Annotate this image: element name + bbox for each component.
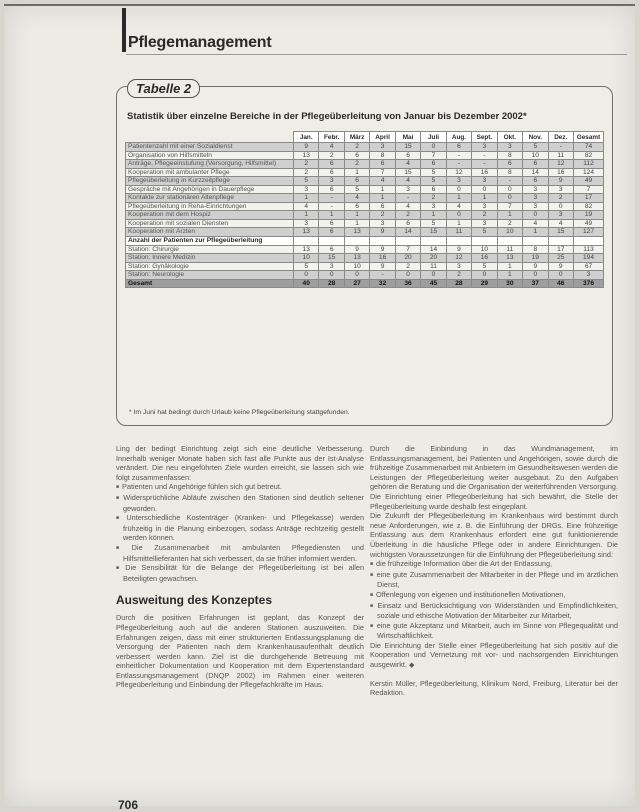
table-cell: 3 — [497, 143, 522, 152]
table-cell: 10 — [294, 254, 319, 263]
table-cell: - — [446, 151, 471, 160]
table-row-label: Station: Chirurgie — [126, 245, 294, 254]
table-column-header: Okt. — [497, 132, 522, 143]
table-column-header: Aug. — [446, 132, 471, 143]
table-cell: 9 — [523, 262, 548, 271]
table-row — [126, 228, 604, 237]
table-title: Statistik über einzelne Bereiche in der Pflegeüberleitung von Januar bis Dezember 2002* — [127, 111, 527, 122]
table-cell: 11 — [446, 228, 471, 237]
section-heading: Ausweitung des Konzeptes — [116, 593, 273, 608]
table-cell: 0 — [548, 271, 573, 280]
table-cell: 6 — [319, 185, 344, 194]
table-row-label: Gespräche mit Angehörigen in Dauerpflege — [126, 185, 294, 194]
table-cell: 3 — [421, 202, 446, 211]
table-cell: 3 — [319, 262, 344, 271]
header-bar — [122, 8, 126, 52]
table-cell: 6 — [421, 160, 446, 169]
table-cell: 10 — [497, 228, 522, 237]
table-header-corner — [126, 132, 294, 143]
table-cell: 3 — [548, 211, 573, 220]
table-row — [126, 245, 604, 254]
table-cell: - — [370, 271, 395, 280]
right-bullet-list — [370, 559, 618, 641]
table-cell: 2 — [548, 194, 573, 203]
table-cell: 49 — [574, 219, 604, 228]
table-cell: 6 — [395, 151, 420, 160]
table-cell: 19 — [523, 254, 548, 263]
table-row-label: Kooperation mit sozialen Diensten — [126, 219, 294, 228]
bullet-item: ■ Offenlegung von eigenen und institutionellen Motivationen, — [370, 590, 618, 601]
table-cell: 0 — [472, 271, 497, 280]
table-row — [126, 219, 604, 228]
table-cell: 3 — [294, 185, 319, 194]
table-cell: 3 — [574, 271, 604, 280]
table-cell: 4 — [548, 219, 573, 228]
table-row-label: Pflegeüberleitung in Kurzzeitpflege — [126, 177, 294, 186]
table-section-row — [126, 236, 604, 245]
table-cell: 5 — [294, 177, 319, 186]
table-cell: 37 — [523, 279, 548, 288]
table-cell: 1 — [421, 211, 446, 220]
right-middle: Die Zukunft der Pflegeüberleitung im Krankenhaus wird bestimmt durch neue Anforderungen, wie z. B. die Einführung der DRGs. Eine frühzeitige Entlassung aus dem Krankenhaus erfordert eine gut funktionierende Überleitung in die häusliche Pflege oder in andere Einrichtungen. Die wichtigsten Voraussetzungen für die Einführung der Pflegeüberleitung sind: — [370, 511, 618, 559]
table-cell: 4 — [294, 202, 319, 211]
table-cell: 1 — [319, 211, 344, 220]
table-row-label: Kooperation mit ambulanter Pflege — [126, 168, 294, 177]
bullet-item: ■ eine gute Akzeptanz und Mitarbeit, auch im Sinne von Pflegequalität und Wirtschaftlichkeit. — [370, 621, 618, 641]
top-rule — [4, 4, 635, 6]
table-cell: 4 — [370, 177, 395, 186]
table-cell: 3 — [548, 185, 573, 194]
table-cell: 19 — [574, 211, 604, 220]
table-cell — [497, 236, 522, 245]
table-cell: 5 — [294, 262, 319, 271]
table-cell: 16 — [472, 168, 497, 177]
page — [4, 4, 635, 812]
table-cell: 6 — [370, 202, 395, 211]
table-cell: 15 — [319, 254, 344, 263]
table-cell: 74 — [574, 143, 604, 152]
table-cell: 40 — [294, 279, 319, 288]
table-cell: 0 — [497, 185, 522, 194]
table-row — [126, 151, 604, 160]
table-cell: - — [548, 143, 573, 152]
table-cell: 9 — [446, 245, 471, 254]
bullet-item: ■ Die Zusammenarbeit mit ambulanten Pflegediensten und Hilfsmittellieferanten hat sich verbessert, da sie früher informiert werden. — [116, 543, 364, 563]
table-row — [126, 185, 604, 194]
table-cell: 28 — [319, 279, 344, 288]
table-cell: 124 — [574, 168, 604, 177]
table-cell: 2 — [395, 211, 420, 220]
table-cell: 4 — [395, 160, 420, 169]
table-cell: 82 — [574, 151, 604, 160]
table-cell: 5 — [472, 262, 497, 271]
table-body — [126, 143, 604, 288]
bullet-item: ■ die frühzeitige Information über die Art der Entlassung, — [370, 559, 618, 570]
left-body: Durch die positiven Erfahrungen ist geplant, das Konzept der Pflegeüberleitung auch auf die anderen Stationen auszuweiten. Die Erfahrungen zeigen, dass mit einer strukturierten Entlassungsplanung die Versorgung der Patienten nach dem Krankenhausaufenthalt deutlich verbessert werden kann. Ziel ist die durchgehende Betreuung mit einheitlicher Dokumentation und Kooperation mit dem Expertenstandard Entlassungsmanagement (DNQP 2002) im Rahmen einer weiteren Pflegeüberleitung und Einbindung der Pflegefachkräfte im Haus. — [116, 613, 364, 690]
table-cell: 11 — [497, 245, 522, 254]
table-cell: - — [319, 194, 344, 203]
table-cell: 20 — [395, 254, 420, 263]
table-column-header: Dez. — [548, 132, 573, 143]
end-mark-icon: ◆ — [408, 662, 415, 670]
table-cell: 1 — [497, 262, 522, 271]
table-cell: 46 — [548, 279, 573, 288]
table-cell: 6 — [523, 160, 548, 169]
table-cell: 1 — [472, 194, 497, 203]
author-credit: Kerstin Müller, Pflegeüberleitung, Klinikum Nord, Freiburg, Literatur bei der Redaktion. — [370, 678, 618, 698]
table-cell: 7 — [421, 151, 446, 160]
table-row — [126, 254, 604, 263]
table-cell — [446, 236, 471, 245]
table-box — [116, 81, 613, 426]
table-cell: 13 — [294, 151, 319, 160]
table-cell: 3 — [472, 143, 497, 152]
table-cell: 36 — [395, 279, 420, 288]
bullet-item: ■ Unterschiedliche Kostenträger (Kranken- und Pflegekasse) werden frühzeitig in die Planung einbezogen, sodass Anträge rechtzeitig gestellt werden können. — [116, 513, 364, 543]
table-cell: 9 — [344, 245, 369, 254]
table-cell: 1 — [446, 194, 471, 203]
table-cell: 3 — [472, 219, 497, 228]
bullet-item: ■ eine gute Zusammenarbeit der Mitarbeiter in der Pflege und im ärztlichen Dienst, — [370, 570, 618, 590]
table-cell: 9 — [370, 245, 395, 254]
table-cell: 5 — [523, 143, 548, 152]
table-cell: 3 — [319, 177, 344, 186]
table-cell: 12 — [446, 254, 471, 263]
table-cell: 6 — [421, 185, 446, 194]
table-cell: - — [472, 151, 497, 160]
table-cell: 2 — [344, 160, 369, 169]
table-cell: 1 — [497, 211, 522, 220]
table-cell: 0 — [421, 271, 446, 280]
table-cell: 14 — [523, 168, 548, 177]
table-cell: 27 — [344, 279, 369, 288]
table-cell: 49 — [574, 177, 604, 186]
table-column-header: Jan. — [294, 132, 319, 143]
table-cell: - — [497, 177, 522, 186]
table-cell: 29 — [472, 279, 497, 288]
table-cell: 2 — [319, 151, 344, 160]
table-cell: 6 — [344, 202, 369, 211]
table-cell: 2 — [472, 211, 497, 220]
table-cell: 6 — [319, 228, 344, 237]
bullet-item: ■ Widersprüchliche Abläufe zwischen den Stationen sind deutlich seltener geworden. — [116, 493, 364, 513]
table-column-header: Gesamt — [574, 132, 604, 143]
table-cell: 8 — [497, 168, 522, 177]
table-cell: 13 — [294, 228, 319, 237]
table-cell — [548, 236, 573, 245]
table-column-header: Febr. — [319, 132, 344, 143]
bullet-item: ■ Patienten und Angehörige fühlen sich gut betreut. — [116, 482, 364, 493]
table-cell: 3 — [472, 202, 497, 211]
table-row-label: Kontakte zur stationären Altenpflege — [126, 194, 294, 203]
table-cell: 10 — [523, 151, 548, 160]
table-cell: 2 — [395, 262, 420, 271]
table-row — [126, 160, 604, 169]
table-cell: 9 — [294, 143, 319, 152]
table-cell — [319, 236, 344, 245]
table-cell: 0 — [319, 271, 344, 280]
table-cell: 5 — [421, 168, 446, 177]
table-cell: 25 — [548, 254, 573, 263]
table-cell: 16 — [472, 254, 497, 263]
table-cell: 7 — [370, 168, 395, 177]
table-cell — [344, 236, 369, 245]
table-row — [126, 262, 604, 271]
table-cell: - — [395, 194, 420, 203]
table-cell — [523, 236, 548, 245]
table-cell: 8 — [497, 151, 522, 160]
table-cell: 5 — [421, 177, 446, 186]
table-cell: 1 — [523, 228, 548, 237]
table-column-header: Nov. — [523, 132, 548, 143]
table-row — [126, 143, 604, 152]
table-row — [126, 168, 604, 177]
left-bullet-list — [116, 482, 364, 583]
table-cell: 15 — [548, 228, 573, 237]
bullet-item: ■ Die Sensibilität für die Belange der Pflegeüberleitung ist bei allen Beteiligten gewachsen. — [116, 563, 364, 583]
table-row-label: Pflegeüberleitung in Reha-Einrichtungen — [126, 202, 294, 211]
table-cell: 3 — [523, 202, 548, 211]
table-cell: 0 — [548, 202, 573, 211]
table-cell: 5 — [344, 185, 369, 194]
table-cell: 30 — [497, 279, 522, 288]
table-cell: 15 — [395, 168, 420, 177]
table-cell: 194 — [574, 254, 604, 263]
table-cell: 82 — [574, 202, 604, 211]
table-cell: 0 — [421, 143, 446, 152]
table-cell: 0 — [523, 211, 548, 220]
table-cell: 45 — [421, 279, 446, 288]
table-cell: 67 — [574, 262, 604, 271]
table-cell: 14 — [395, 228, 420, 237]
table-cell: 1 — [294, 211, 319, 220]
table-cell: - — [472, 160, 497, 169]
table-cell: 9 — [370, 228, 395, 237]
table-cell: 6 — [497, 160, 522, 169]
table-cell: 6 — [319, 160, 344, 169]
table-cell: 9 — [548, 262, 573, 271]
table-cell: 7 — [497, 202, 522, 211]
table-cell: 16 — [370, 254, 395, 263]
table-column-header: März — [344, 132, 369, 143]
table-cell: 6 — [523, 177, 548, 186]
table-cell: 13 — [294, 245, 319, 254]
table-cell: 2 — [497, 219, 522, 228]
right-closing — [370, 641, 618, 671]
table-cell: 7 — [574, 185, 604, 194]
table-row — [126, 211, 604, 220]
table-cell: 5 — [472, 228, 497, 237]
table-cell: 2 — [294, 160, 319, 169]
table-cell: 15 — [395, 143, 420, 152]
table-cell: 1 — [344, 219, 369, 228]
table-cell: 4 — [446, 202, 471, 211]
table-column-header: Sept. — [472, 132, 497, 143]
table-cell: 3 — [523, 185, 548, 194]
table-cell: 127 — [574, 228, 604, 237]
table-cell: 3 — [446, 177, 471, 186]
head-rule — [126, 54, 627, 55]
table-cell: 3 — [395, 185, 420, 194]
table-column-header: Juli — [421, 132, 446, 143]
table-cell: 0 — [497, 194, 522, 203]
table-row — [126, 177, 604, 186]
table-row — [126, 194, 604, 203]
table-cell: 113 — [574, 245, 604, 254]
table-cell: 0 — [523, 271, 548, 280]
table-cell: 6 — [370, 160, 395, 169]
table-row-label: Gesamt — [126, 279, 294, 288]
table-cell: 3 — [472, 177, 497, 186]
table-cell: 6 — [319, 219, 344, 228]
running-head: Pflegemanagement — [128, 34, 272, 51]
table-cell: 20 — [421, 254, 446, 263]
table-column-header: April — [370, 132, 395, 143]
table-row-label: Station: Neurologie — [126, 271, 294, 280]
table-cell: 0 — [446, 185, 471, 194]
right-closing-text: Die Einrichtung der Stelle einer Pflegeüberleitung hat sich positiv auf die Kooperation und Vernetzung mit vor- und nachsorgenden Einrichtungen ausgewirkt. — [370, 640, 618, 670]
page-number: 706 — [118, 798, 139, 812]
table-row-label: Kooperation mit dem Hospiz — [126, 211, 294, 220]
table-cell: 12 — [446, 168, 471, 177]
table-cell: 11 — [421, 262, 446, 271]
table-cell: 8 — [523, 245, 548, 254]
table-cell: 2 — [294, 168, 319, 177]
table-cell — [421, 236, 446, 245]
table-row — [126, 202, 604, 211]
table-cell: - — [319, 202, 344, 211]
table-row-label: Anträge, Pflegeeinstufung (Versorgung, Hilfsmittel) — [126, 160, 294, 169]
right-column — [370, 444, 618, 698]
table-cell: 0 — [344, 271, 369, 280]
table-tab-label: Tabelle 2 — [127, 79, 200, 98]
table-cell: 14 — [421, 245, 446, 254]
table-cell: 16 — [548, 168, 573, 177]
table-cell: 2 — [344, 143, 369, 152]
table-cell — [294, 236, 319, 245]
table-cell: 1 — [497, 271, 522, 280]
left-column — [116, 444, 364, 690]
table-cell — [370, 236, 395, 245]
table-cell: 10 — [472, 245, 497, 254]
table-cell: 2 — [421, 194, 446, 203]
table-cell: 4 — [344, 194, 369, 203]
table-cell: 0 — [294, 271, 319, 280]
table-cell: 3 — [446, 262, 471, 271]
table-cell — [574, 236, 604, 245]
table-row-label: Kooperation mit Ärzten — [126, 228, 294, 237]
table-cell: 6 — [344, 177, 369, 186]
table-cell: 9 — [548, 177, 573, 186]
table-row-label: Patientenzahl mit einer Sozialdienst — [126, 143, 294, 152]
table-cell: 1 — [344, 211, 369, 220]
table-footnote: * Im Juni hat bedingt durch Urlaub keine Pflegeüberleitung stattgefunden. — [129, 409, 350, 416]
table-cell: 17 — [548, 245, 573, 254]
table-row-label: Anzahl der Patienten zur Pflegeüberleitung — [126, 236, 294, 245]
table-cell: 17 — [574, 194, 604, 203]
table-cell: 11 — [548, 151, 573, 160]
table-cell: 3 — [523, 194, 548, 203]
table-header-row — [126, 132, 604, 143]
table-cell: 6 — [395, 219, 420, 228]
table-cell: 13 — [497, 254, 522, 263]
table-cell: 112 — [574, 160, 604, 169]
table-cell: - — [446, 160, 471, 169]
table-cell: 9 — [370, 262, 395, 271]
table-total-row — [126, 279, 604, 288]
table-cell: 7 — [395, 245, 420, 254]
table-cell: 10 — [344, 262, 369, 271]
table-cell: 0 — [395, 271, 420, 280]
table-cell: 3 — [370, 219, 395, 228]
bullet-item: ■ Einsatz und Berücksichtigung von Widerständen und Empfindlichkeiten, soziale und ethische Motivation der Mitarbeiter zur Mitarbeit, — [370, 601, 618, 621]
table-cell: 4 — [523, 219, 548, 228]
table-cell: 376 — [574, 279, 604, 288]
table-cell: 4 — [395, 202, 420, 211]
table-cell: 5 — [421, 219, 446, 228]
table-cell: 8 — [370, 151, 395, 160]
table-cell: 1 — [370, 194, 395, 203]
table-cell: 15 — [421, 228, 446, 237]
table-cell: 13 — [344, 228, 369, 237]
table-cell: 0 — [472, 185, 497, 194]
table-cell: 2 — [446, 271, 471, 280]
table-cell: 1 — [344, 168, 369, 177]
table-cell: 2 — [370, 211, 395, 220]
table-column-header: Mai — [395, 132, 420, 143]
table-cell: 12 — [548, 160, 573, 169]
table-row-label: Organisation von Hilfsmitteln — [126, 151, 294, 160]
right-intro: Durch die Einbindung in das Wundmanagement, im Entlassungsmanagement, bei Patienten und Angehörigen, sowie durch die frühzeitige Zusammenarbeit mit Anbietern im Gesundheitswesen werden die Leistungen der Pflegeüberleitung weiter ausgebaut. Zu den Aufgaben gehören die Beratung und die Organisation der weiterführenden Versorgung. Die Einrichtung einer Pflegeüberleitung hat sich bewährt, die Stelle der Pflegeüberleitung wurde deshalb fest eingeplant. — [370, 444, 618, 511]
table-cell: 13 — [344, 254, 369, 263]
table-cell: 4 — [395, 177, 420, 186]
table-row — [126, 271, 604, 280]
table-row-label: Station: Innere Medizin — [126, 254, 294, 263]
table-cell: 4 — [319, 143, 344, 152]
table-cell: 6 — [446, 143, 471, 152]
table-cell: 3 — [370, 143, 395, 152]
table-cell: 0 — [446, 211, 471, 220]
table-cell — [395, 236, 420, 245]
table-row-label: Station: Gynäkologie — [126, 262, 294, 271]
table-cell: 1 — [294, 194, 319, 203]
table-cell: 6 — [319, 168, 344, 177]
table-cell: 32 — [370, 279, 395, 288]
table-cell: 28 — [446, 279, 471, 288]
left-intro: Ling der bedingt Einrichtung zeigt sich eine deutliche Verbesserung. Innerhalb weniger Monate haben sich fast alle Punkte aus der Ist-Analyse verändert. Die neu eingeführten Ziele wurden erreicht, sie lassen sich wie folgt zusammenfassen: — [116, 444, 364, 482]
table-cell: 1 — [446, 219, 471, 228]
table-cell: 6 — [344, 151, 369, 160]
table-cell: 6 — [319, 245, 344, 254]
statistics-table — [125, 131, 604, 288]
table-cell — [472, 236, 497, 245]
table-cell: 3 — [294, 219, 319, 228]
table-cell: 1 — [370, 185, 395, 194]
